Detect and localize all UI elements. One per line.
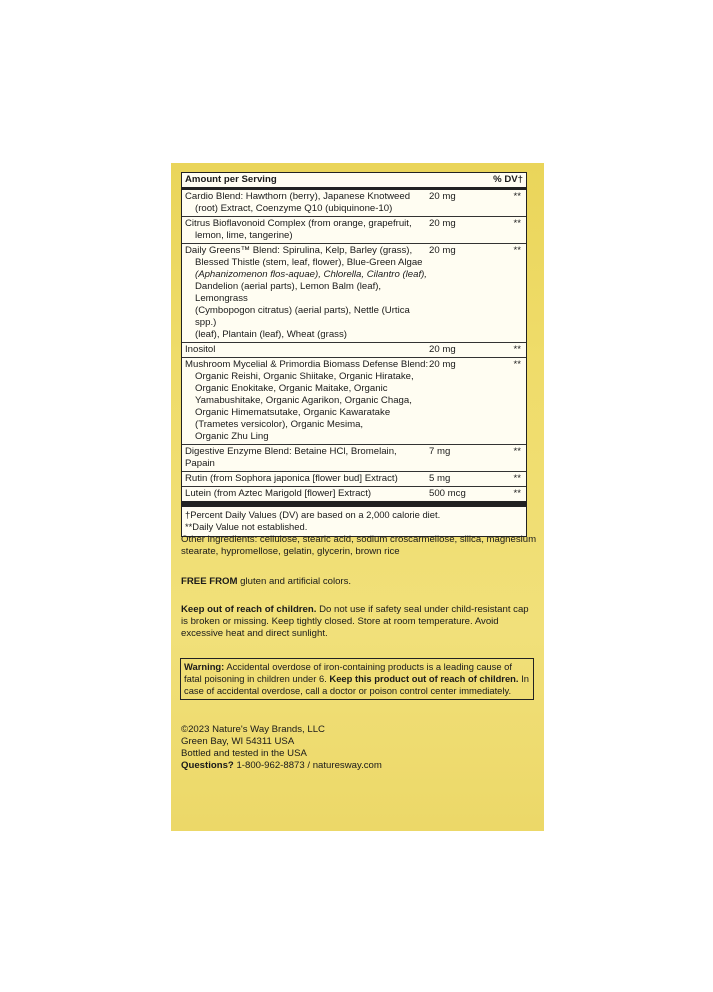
ingredient-amount: 500 mcg [429,488,466,499]
contact-text: 1-800-962-8873 / naturesway.com [233,760,382,771]
dv-not-established-footnote: **Daily Value not established. [185,521,308,532]
ingredient-name: Inositol [185,344,216,355]
table-row [182,358,526,445]
ingredient-dv: ** [513,446,521,457]
ingredient-name: Lutein (from Aztec Marigold [flower] Extract) [185,488,372,499]
ingredient-name: Rutin (from Sophora japonica [flower bud] Extract) [185,473,398,484]
warning-text: Accidental overdose of iron-containing products is a leading cause of fatal poisoning in children under 6. [184,661,512,684]
ingredient-name: Citrus Bioflavonoid Complex (from orange, grapefruit, [185,218,412,229]
keep-out-label: Keep out of reach of children. [181,604,317,615]
table-row [182,343,526,358]
storage-text: Do not use if safety seal under child-resistant cap is broken or missing. Keep tightly closed. Store at room temperature. Avoid excessive heat and direct sunlight. [181,604,529,639]
label-panel [171,163,544,831]
ingredient-dv: ** [513,488,521,499]
warning-label: Warning: [184,661,225,672]
table-row [182,217,526,244]
ingredient-dv: ** [513,218,521,229]
ingredient-name-cont: lemon, lime, tangerine) [195,230,293,241]
ingredient-dv: ** [513,191,521,202]
facts-header [182,173,526,190]
ingredient-amount: 20 mg [429,245,456,256]
ingredient-amount: 20 mg [429,218,456,229]
ingredient-amount: 5 mg [429,473,451,484]
other-ingredients: Other ingredients: cellulose, stearic acid, sodium croscarmellose, silica, magnesium stearate, hypromellose, gelatin, glycerin, brown rice [181,534,537,557]
warning-box [180,658,534,700]
free-from-label: FREE FROM [181,576,238,587]
free-from-text: gluten and artificial colors. [237,576,352,587]
ingredient-amount: 20 mg [429,344,456,355]
ingredient-name-cont: (Trametes versicolor), Organic Mesima, [195,419,364,430]
ingredient-name-cont: Organic Reishi, Organic Shiitake, Organic Hiratake, [195,371,414,382]
warning-text-2: In case of accidental overdose, call a doctor or poison control center immediately. [184,673,529,696]
dv-heading: % DV† [493,174,523,185]
table-row [182,472,526,487]
ingredient-amount: 20 mg [429,191,456,202]
ingredient-name: Cardio Blend: Hawthorn (berry), Japanese Knotweed [185,191,411,202]
ingredient-dv: ** [513,344,521,355]
ingredient-name-cont: Yamabushitake, Organic Agarikon, Organic Chaga, [195,395,412,406]
free-from-statement [181,576,537,588]
ingredient-name-cont: Organic Enokitake, Organic Maitake, Organic [195,383,388,394]
table-row [182,487,526,507]
ingredient-name-cont: (root) Extract, Coenzyme Q10 (ubiquinone-10) [195,203,393,214]
questions-label: Questions? [181,760,234,771]
ingredient-name-cont: Dandelion (aerial parts), Lemon Balm (leaf), Lemongrass [195,281,382,304]
supplement-facts-table [181,172,527,537]
storage-statement [181,604,537,640]
facts-footnotes [182,507,526,536]
ingredient-amount: 20 mg [429,359,456,370]
address: Green Bay, WI 54311 USA [181,736,295,747]
contact-line [181,760,537,772]
ingredient-dv: ** [513,245,521,256]
table-row [182,244,526,343]
ingredient-name-cont: (Aphanizomenon flos-aquae), Chlorella, Cilantro (leaf), [195,269,427,280]
ingredient-name-cont: (leaf), Plantain (leaf), Wheat (grass) [195,329,347,340]
ingredient-name-cont: Organic Himematsutake, Organic Kawaratake [195,407,391,418]
amount-per-serving-heading: Amount per Serving [185,174,277,185]
ingredient-amount: 7 mg [429,446,451,457]
ingredient-name-cont: Organic Zhu Ling [195,431,269,442]
ingredient-dv: ** [513,473,521,484]
warning-emphasis: Keep this product out of reach of children. [329,673,519,684]
ingredient-name-cont: Blessed Thistle (stem, leaf, flower), Blue-Green Algae [195,257,423,268]
ingredient-name: Daily Greens™ Blend: Spirulina, Kelp, Barley (grass), [185,245,413,256]
table-row [182,445,526,472]
table-row [182,190,526,217]
ingredient-dv: ** [513,359,521,370]
ingredient-name: Mushroom Mycelial & Primordia Biomass Defense Blend: [185,359,429,370]
bottled-statement: Bottled and tested in the USA [181,748,307,759]
ingredient-name: Digestive Enzyme Blend: Betaine HCl, Bromelain, Papain [185,446,397,469]
ingredient-name-cont: (Cymbopogon citratus) (aerial parts), Nettle (Urtica spp.) [195,305,410,328]
copyright: ©2023 Nature's Way Brands, LLC [181,724,325,735]
dv-footnote: †Percent Daily Values (DV) are based on a 2,000 calorie diet. [185,509,441,520]
company-info [181,724,537,772]
